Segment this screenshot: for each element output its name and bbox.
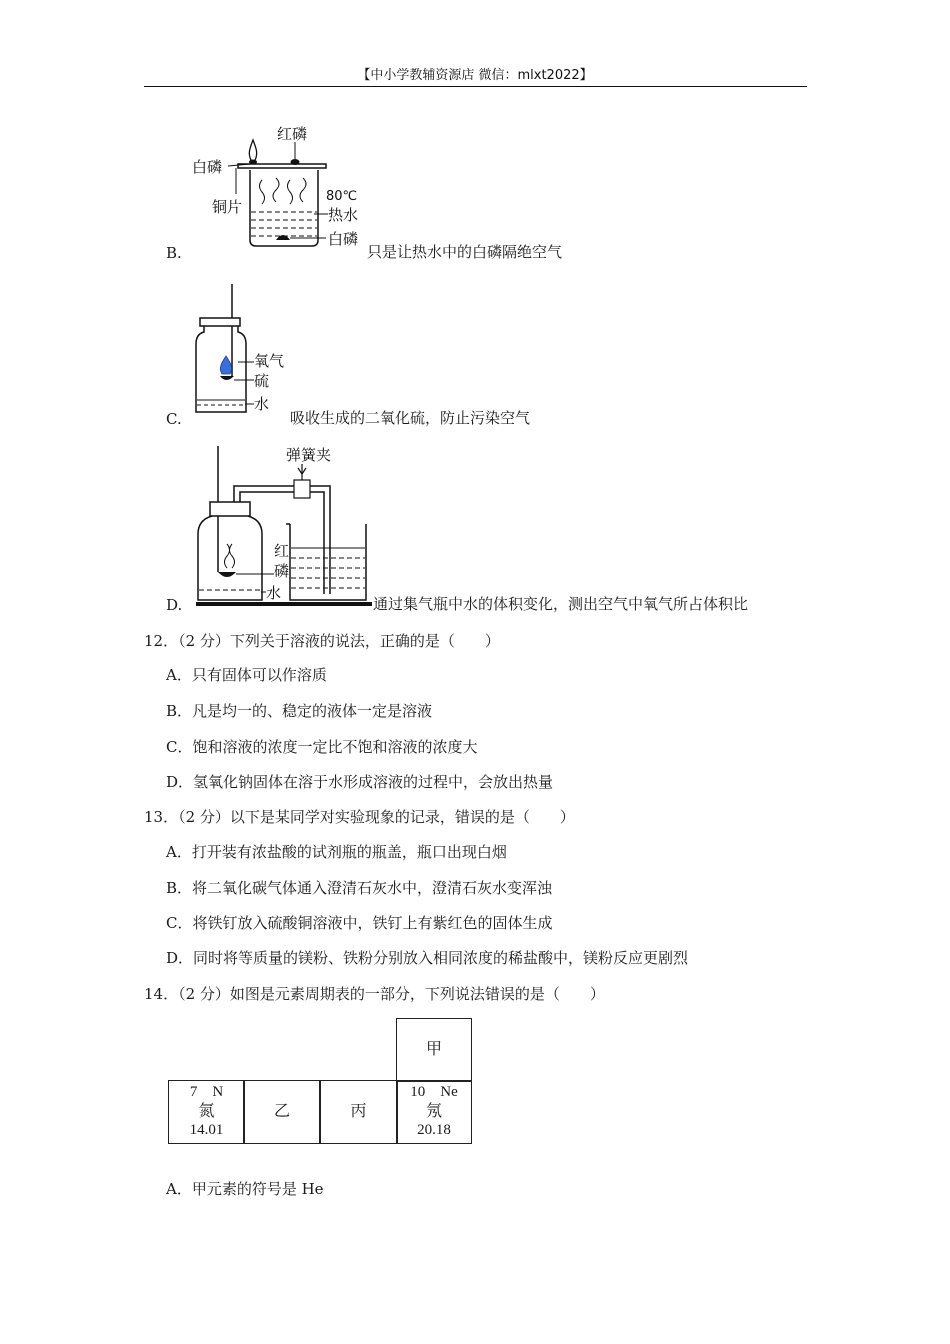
label-red: 红	[274, 542, 290, 560]
cell-jia-label: 甲	[425, 1039, 442, 1058]
figure-c-sulfur-in-oxygen	[190, 284, 290, 420]
q12-option-c: C．饱和溶液的浓度一定比不饱和溶液的浓度大	[166, 738, 478, 756]
option-11c-letter: C.	[166, 410, 182, 428]
figure-d-oxygen-volume-apparatus	[194, 444, 374, 608]
q13-stem: 13．（2 分）以下是某同学对实验现象的记录，错误的是（ ）	[144, 808, 575, 826]
cell-yi-label: 乙	[273, 1101, 290, 1120]
option-11c-text: 吸收生成的二氧化硫，防止污染空气	[290, 409, 531, 427]
option-11d-text: 通过集气瓶中水的体积变化，测出空气中氧气所占体积比	[373, 595, 749, 613]
label-oxygen: 氧气	[254, 352, 285, 370]
label-temperature: 80℃	[326, 189, 358, 204]
nitrogen-number-symbol: 7 N	[189, 1084, 224, 1100]
cell-jia	[396, 1018, 472, 1082]
neon-name: 氖	[425, 1101, 442, 1120]
cell-yi	[243, 1080, 321, 1144]
nitrogen-mass: 14.01	[189, 1122, 224, 1138]
page-header: 【中小学教辅资源店 微信：mlxt2022】	[357, 68, 593, 83]
label-copper-plate: 铜片	[212, 198, 243, 216]
label-sulfur: 硫	[254, 372, 270, 390]
q12-option-d: D．氢氧化钠固体在溶于水形成溶液的过程中，会放出热量	[166, 773, 554, 791]
option-11d-letter: D.	[166, 596, 183, 614]
label-water: 水	[254, 395, 270, 413]
label-water-d: 水	[266, 584, 282, 602]
q14-option-a: A．甲元素的符号是 He	[166, 1180, 324, 1198]
q13-option-a: A．打开装有浓盐酸的试剂瓶的瓶盖，瓶口出现白烟	[166, 843, 507, 861]
figure-b-copper-plate-apparatus	[190, 122, 370, 250]
neon-mass: 20.18	[417, 1122, 451, 1138]
q13-option-d: D．同时将等质量的镁粉、铁粉分别放入相同浓度的稀盐酸中，镁粉反应更剧烈	[166, 949, 689, 967]
label-spring-clamp: 弹簧夹	[286, 446, 332, 464]
q12-option-a: A．只有固体可以作溶质	[166, 666, 327, 684]
option-11b-letter: B.	[166, 244, 182, 262]
cell-bing-label: 丙	[350, 1101, 367, 1120]
cell-bing	[319, 1080, 398, 1144]
nitrogen-name: 氮	[198, 1101, 215, 1120]
label-phosphorus: 磷	[274, 562, 290, 580]
q12-option-b: B．凡是均一的、稳定的液体一定是溶液	[166, 702, 433, 720]
label-red-phosphorus: 红磷	[277, 125, 308, 143]
header-rule	[144, 86, 807, 87]
cell-nitrogen	[168, 1080, 245, 1144]
q13-option-b: B．将二氧化碳气体通入澄清石灰水中，澄清石灰水变浑浊	[166, 879, 553, 897]
label-hot-water: 热水	[328, 206, 359, 224]
label-white-phosphorus-top: 白磷	[192, 158, 223, 176]
option-11b-text: 只是让热水中的白磷隔绝空气	[367, 243, 563, 261]
periodic-table-fragment	[168, 1018, 473, 1146]
neon-number-symbol: 10 Ne	[410, 1084, 458, 1100]
q13-option-c: C．将铁钉放入硫酸铜溶液中，铁钉上有紫红色的固体生成	[166, 914, 553, 932]
label-white-phosphorus-bottom: 白磷	[328, 230, 359, 248]
cell-neon	[396, 1080, 472, 1144]
q12-stem: 12．（2 分）下列关于溶液的说法，正确的是（ ）	[144, 632, 500, 650]
q14-stem: 14．（2 分）如图是元素周期表的一部分，下列说法错误的是（ ）	[144, 985, 605, 1003]
